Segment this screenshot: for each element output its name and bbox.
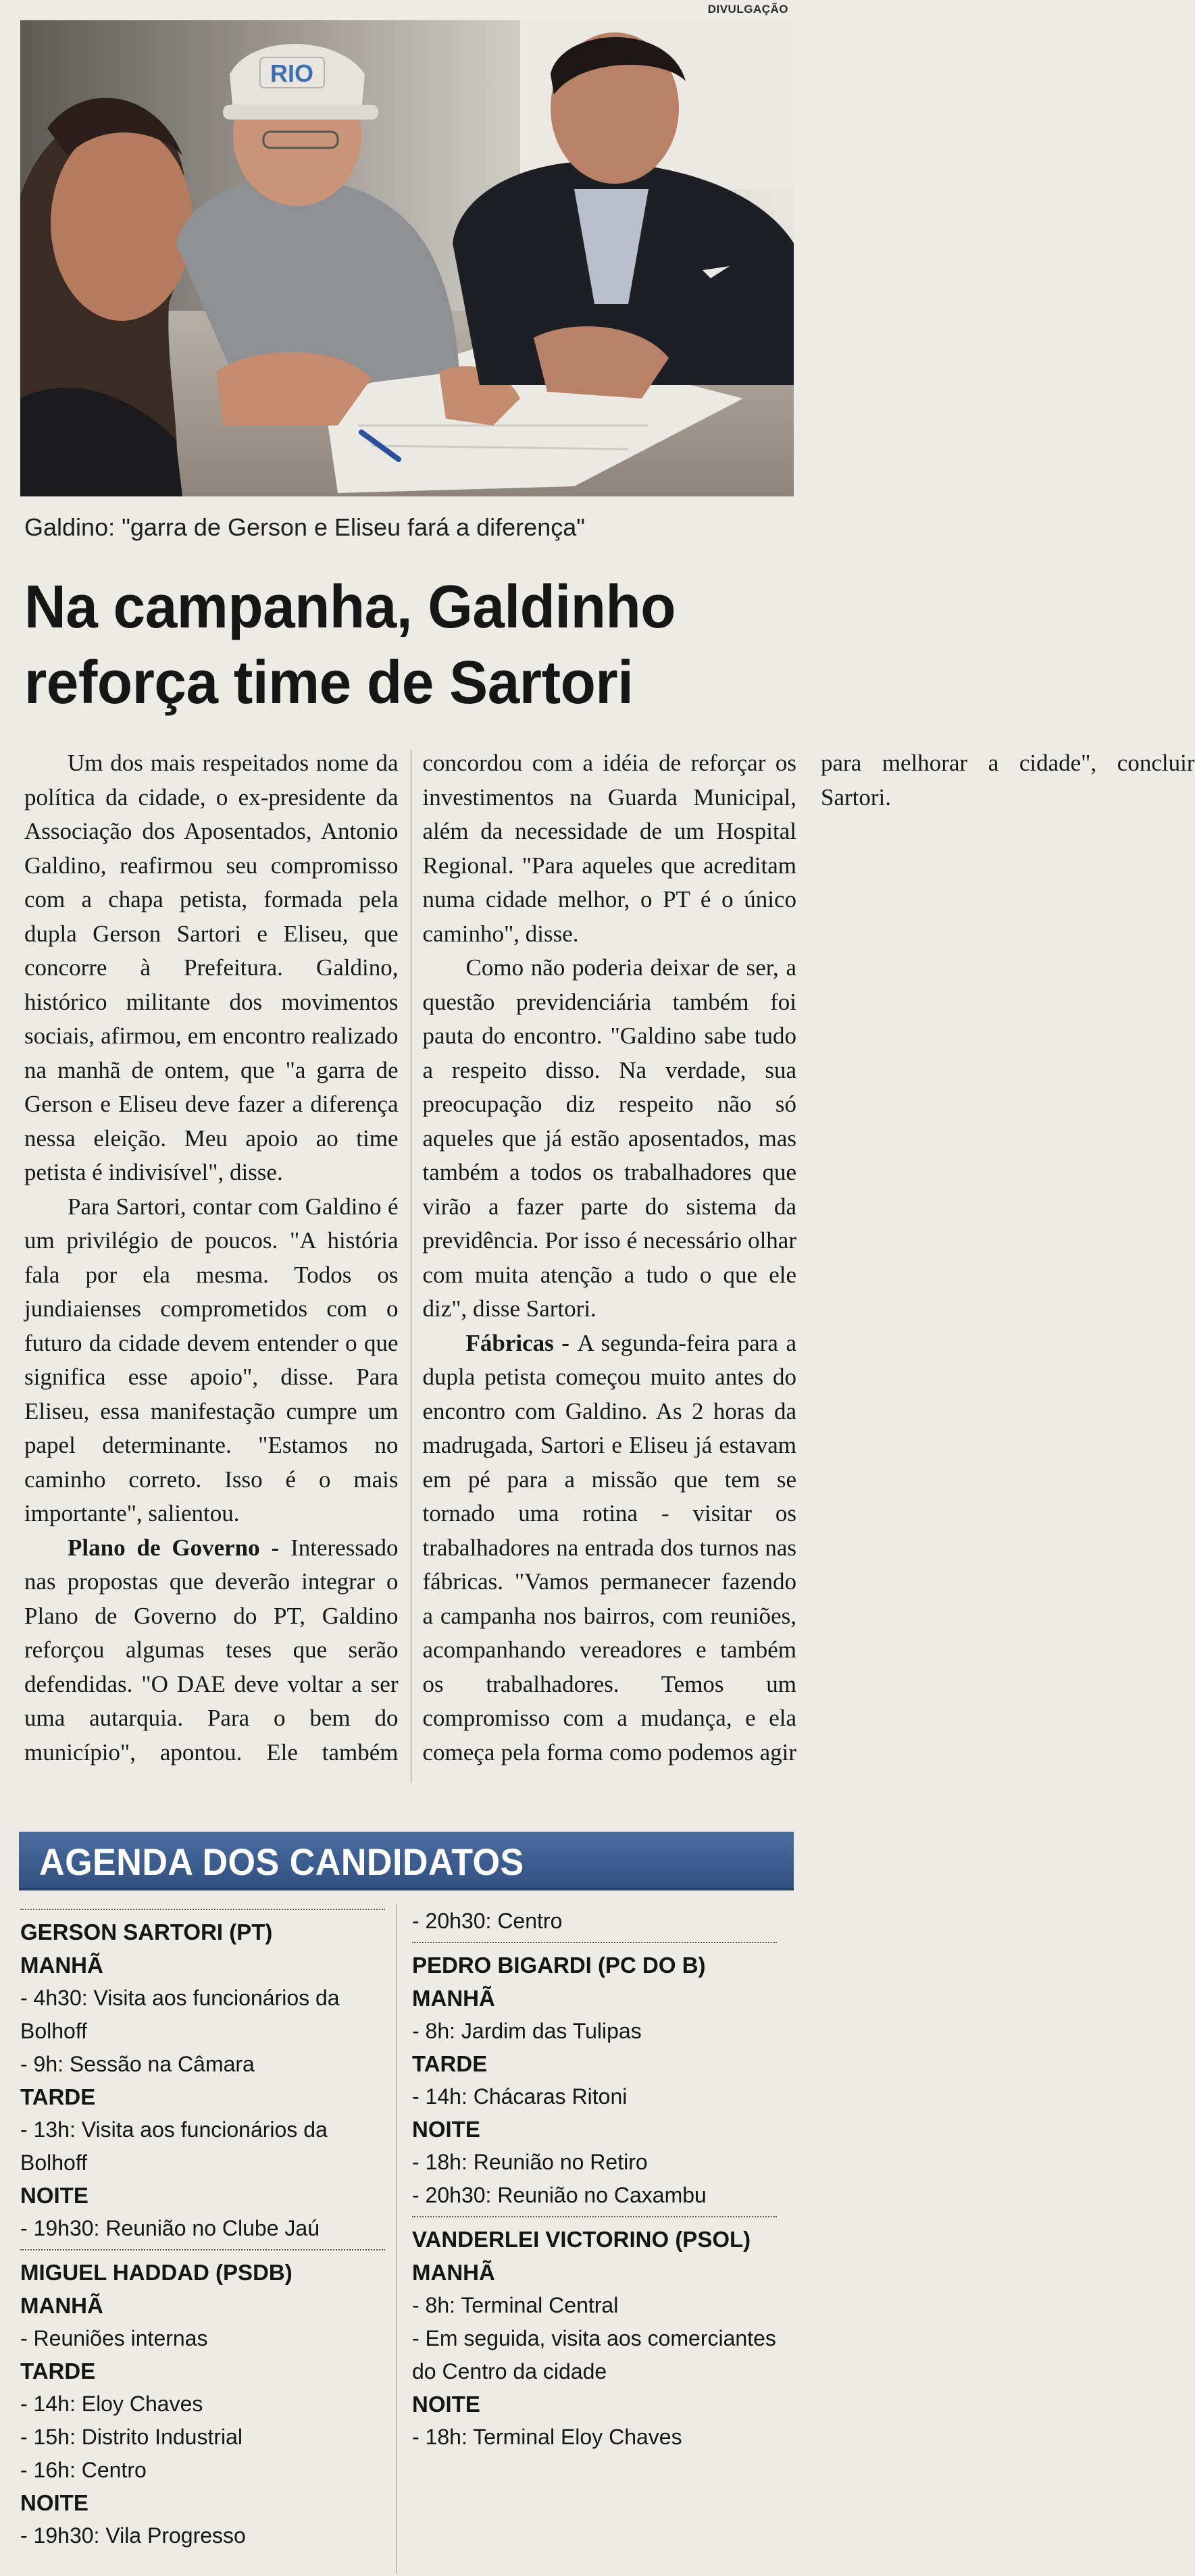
agenda-item: - 15h: Distrito Industrial: [20, 2425, 243, 2449]
agenda-item: - 9h: Sessão na Câmara: [20, 2052, 255, 2076]
article-paragraph: Como não poderia deixar de ser, a questão previdenciária também foi pauta do encontro. "Galdino sabe tudo a respeito disso. Na verdade, sua preocupação diz respeito não só aqueles que já estão aposentados, mas também a todos os trabalhadores que virão a fazer parte do sistema da previdência. Por isso é necessário olhar com muita atenção a tudo o que ele diz", disse Sartori.: [422, 954, 796, 1322]
agenda-title: AGENDA DOS CANDIDATOS: [39, 1840, 524, 1883]
agenda-header: [19, 1832, 794, 1890]
candidate-block: [412, 2216, 777, 2454]
paragraph-text: Interessado nas propostas que deverão integrar o Plano de Governo do PT, Galdino reforçou algumas teses que serão defendidas. "O DAE deve voltar a ser uma autarquia. Para o bem do município", apontou. Ele também concordou com a idéia de reforçar os investimentos na Guarda Municipal, além da necessidade de um Hospital Regional. "Para aqueles que acreditam numa cidade melhor, o PT é o único caminho", disse.: [24, 750, 796, 1766]
period-label: TARDE: [412, 2051, 488, 2076]
agenda-item: - 4h30: Visita aos funcionários da Bolhoff: [20, 1986, 340, 2043]
candidate-name: GERSON SARTORI (PT): [20, 1920, 273, 1944]
dotted-divider: [412, 2216, 777, 2217]
agenda-item: - 19h30: Vila Progresso: [20, 2523, 246, 2548]
news-photo: [20, 20, 794, 496]
agenda-item: - 18h: Terminal Eloy Chaves: [412, 2425, 682, 2449]
dotted-divider: [412, 1942, 777, 1943]
agenda-item: - 13h: Visita aos funcionários da Bolhoff: [20, 2117, 328, 2175]
article-paragraph: Um dos mais respeitados nome da política da cidade, o ex-presidente da Associação dos Aposentados, Antonio Galdino, reafirmou seu compromisso com a chapa petista, formada pela dupla Gerson Sartori e Eliseu, que concorre à Prefeitura. Galdino, histórico militante dos movimentos sociais, afirmou, em encontro realizado na manhã de ontem, que "a garra de Gerson e Eliseu deve fazer a diferença nessa eleição. Meu apoio ao time petista é indivisível", disse.: [24, 750, 399, 1185]
subhead-plano-de-governo: Plano de Governo -: [68, 1534, 291, 1561]
candidate-block: [20, 2249, 385, 2552]
candidate-block: [412, 1942, 777, 2212]
period-label: MANHÃ: [412, 2260, 495, 2285]
period-label: MANHÃ: [20, 2293, 103, 2318]
agenda-item: - 18h: Reunião no Retiro: [412, 2150, 648, 2174]
agenda-item: - Em seguida, visita aos comerciantes do Centro da cidade: [412, 2326, 776, 2384]
period-label: NOITE: [20, 2183, 88, 2208]
period-label: NOITE: [412, 2392, 480, 2417]
agenda-item: - 14h: Eloy Chaves: [20, 2392, 203, 2416]
photo-caption: Galdino: "garra de Gerson e Eliseu fará a diferença": [24, 513, 586, 541]
dotted-divider: [20, 2249, 385, 2250]
article-paragraph: Para Sartori, contar com Galdino é um privilégio de poucos. "A história fala por ela mesma. Todos os jundiaienses comprometidos com o futuro da cidade devem entender o que significa esse apoio", disse. Para Eliseu, essa manifestação cumpre um papel determinante. "Estamos no caminho correto. Isso é o mais importante", salientou.: [24, 1193, 399, 1526]
agenda-item: - 20h30: Centro: [412, 1909, 563, 1933]
agenda-item: - Reuniões internas: [20, 2326, 208, 2350]
candidate-name: MIGUEL HADDAD (PSDB): [20, 2260, 293, 2285]
period-label: MANHÃ: [20, 1953, 103, 1978]
agenda-column-divider: [396, 1905, 397, 2573]
agenda-left-column: [20, 1905, 385, 2552]
photo-credit: DIVULGAÇÃO: [707, 3, 788, 16]
period-label: MANHÃ: [412, 1986, 495, 2011]
dotted-divider: [20, 1909, 385, 1910]
agenda-item: - 8h: Jardim das Tulipas: [412, 2019, 642, 2043]
headline-line-1: Na campanha, Galdinho: [24, 573, 676, 641]
period-label: NOITE: [20, 2490, 88, 2515]
headline-line-2: reforça time de Sartori: [24, 649, 634, 717]
agenda-item: - 8h: Terminal Central: [412, 2293, 619, 2317]
period-label: TARDE: [20, 2084, 96, 2109]
agenda-item: - 20h30: Reunião no Caxambu: [412, 2183, 707, 2207]
agenda-item: - 14h: Chácaras Ritoni: [412, 2084, 628, 2109]
candidate-name: VANDERLEI VICTORINO (PSOL): [412, 2227, 751, 2252]
agenda-right-column: [412, 1905, 777, 2454]
agenda-item: - 19h30: Reunião no Clube Jaú: [20, 2216, 320, 2240]
period-label: TARDE: [20, 2359, 96, 2384]
candidate-block: [20, 1909, 385, 2245]
candidate-name: PEDRO BIGARDI (PC DO B): [412, 1953, 706, 1978]
cap-logo-text: RIO: [270, 59, 314, 87]
subhead-fabricas: Fábricas -: [465, 1329, 578, 1356]
period-label: NOITE: [412, 2117, 480, 2142]
headline: [24, 569, 763, 721]
article-body: [24, 746, 1195, 1790]
agenda-item: - 16h: Centro: [20, 2458, 147, 2482]
paragraph-text: A segunda-feira para a dupla petista começou muito antes do encontro com Galdino. As 2 horas da madrugada, Sartori e Eliseu já estavam em pé para a missão que tem se tornado uma rotina - visitar os trabalhadores na entrada dos turnos nas fábricas. "Vamos permanecer fazendo a campanha nos bairros, com reuniões, acompanhando vereadores e também os trabalhadores. Temos um compromisso com a mudança, e ela começa pela forma como podemos agir para melhorar a cidade", concluir Sartori.: [422, 750, 1195, 1766]
